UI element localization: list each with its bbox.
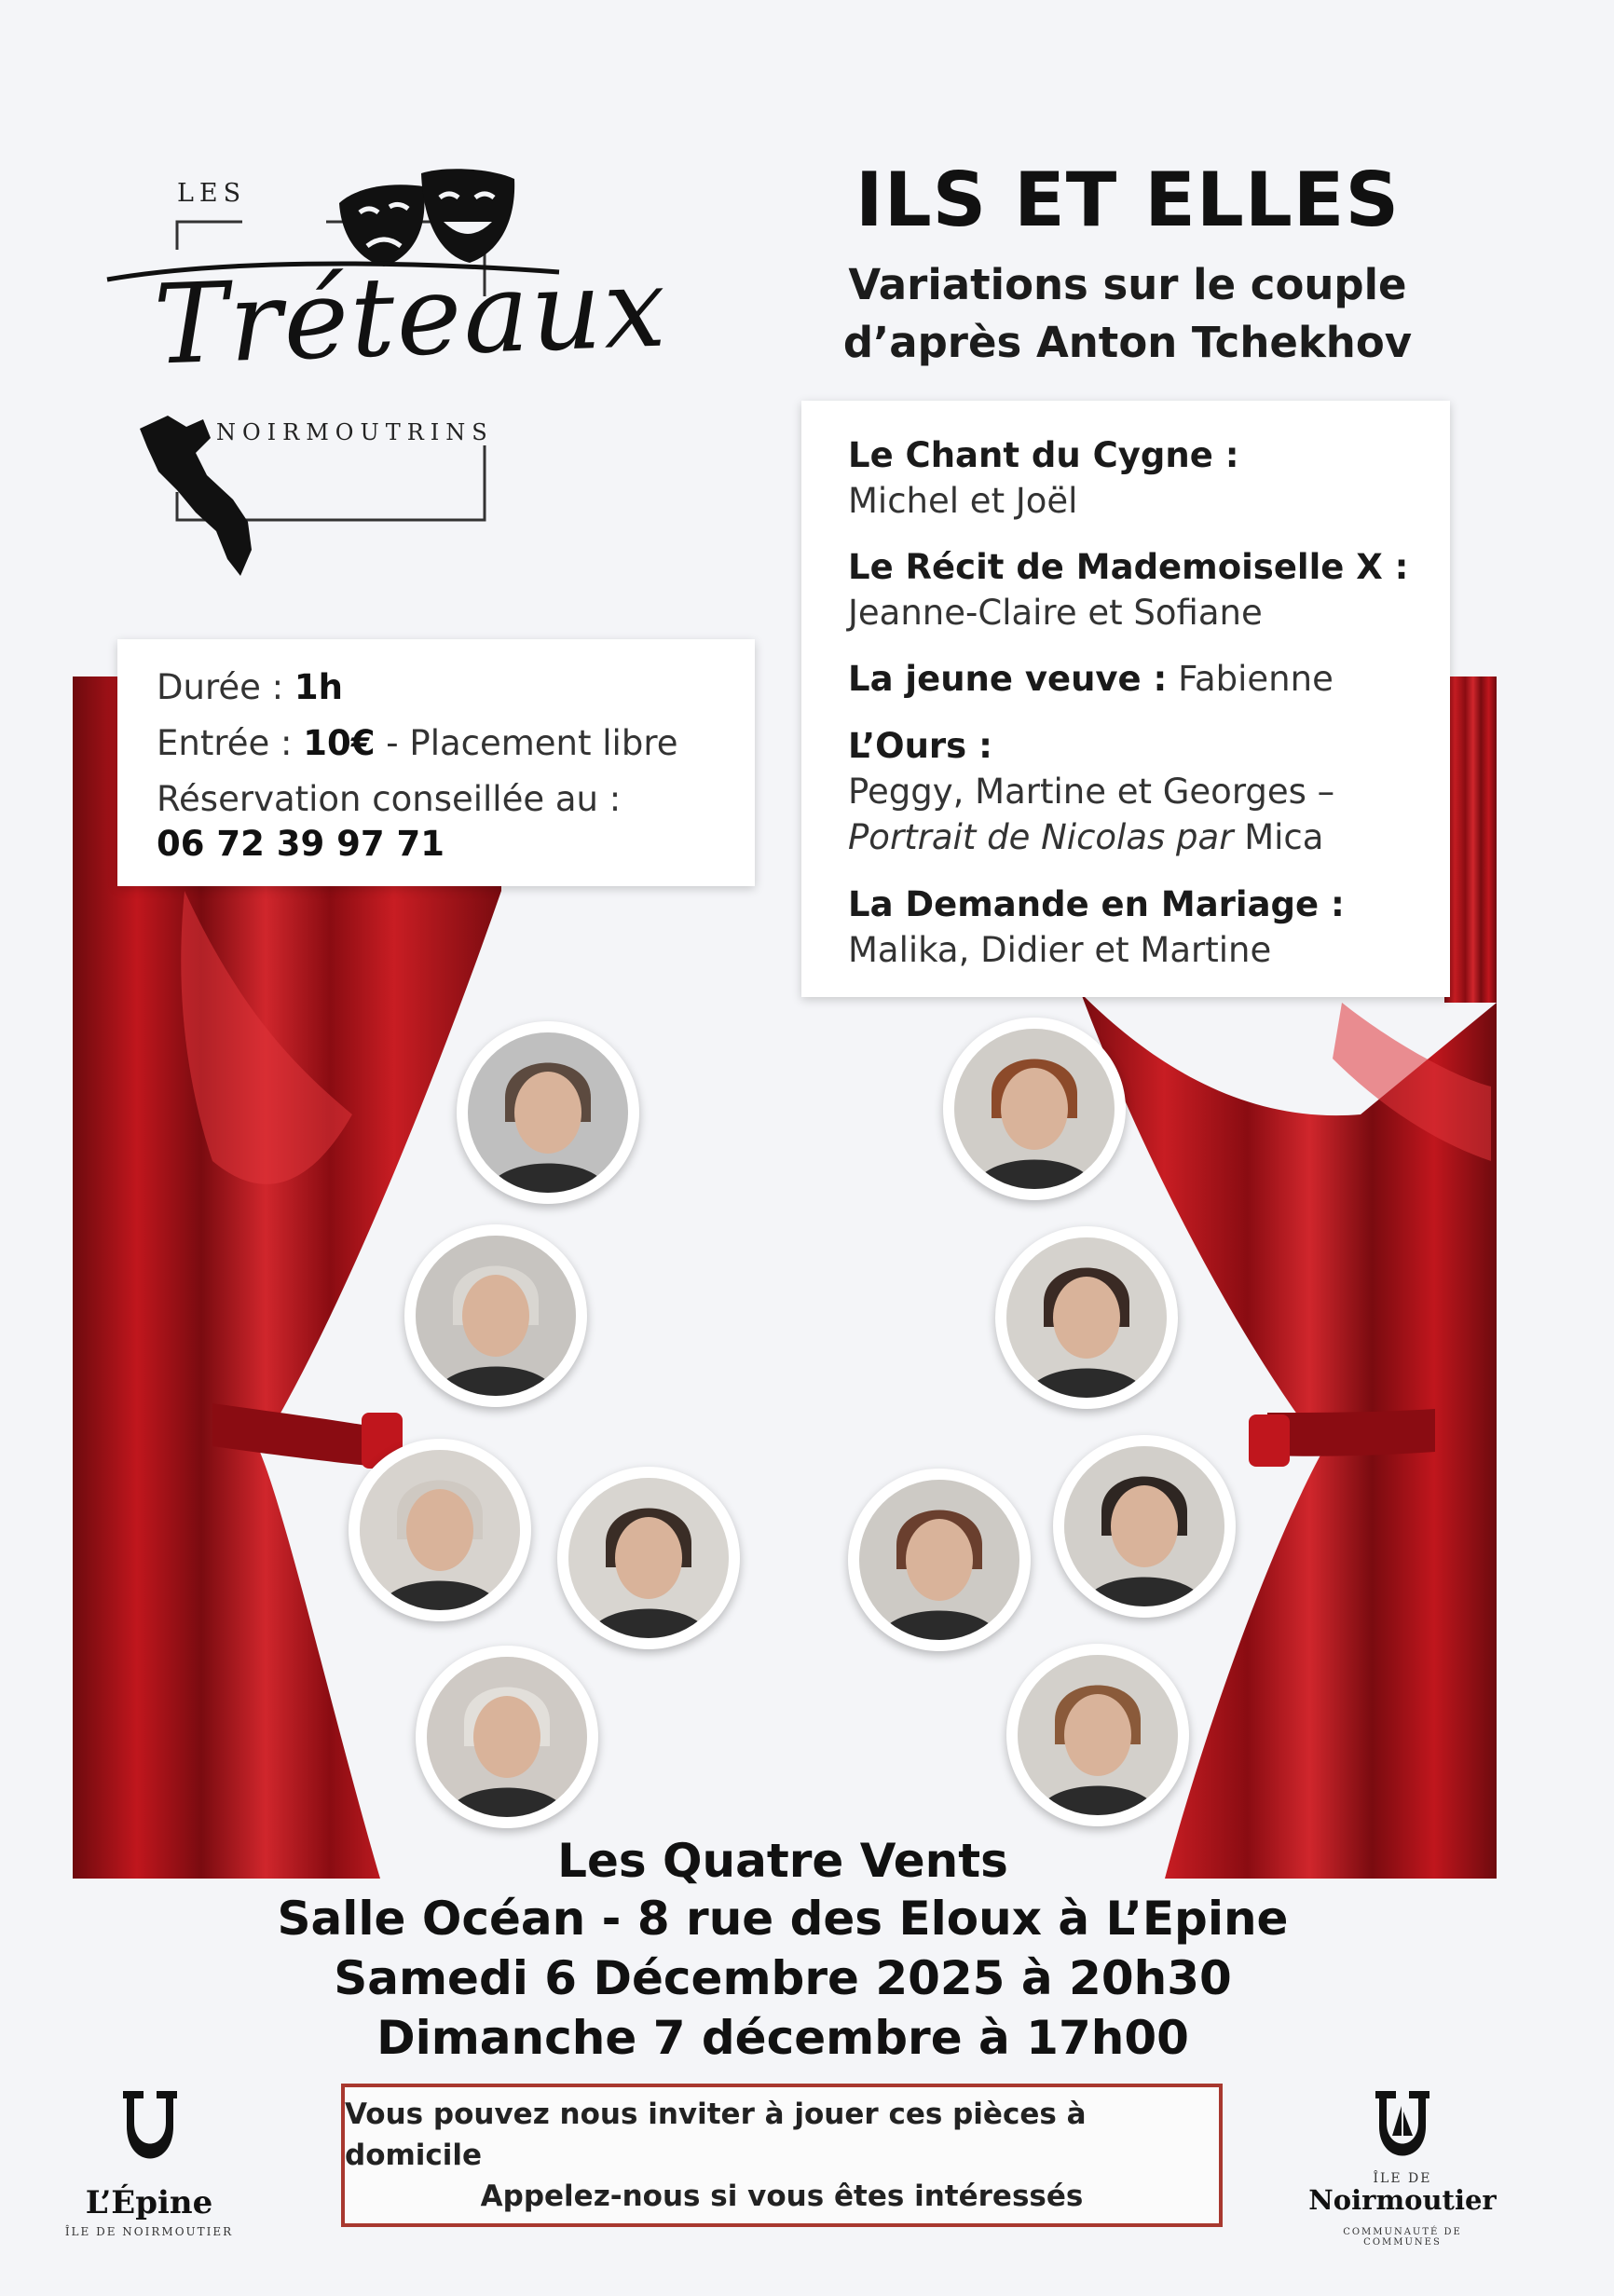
actor-portrait [404, 1224, 587, 1407]
portrait-photo [360, 1450, 520, 1610]
duration-label: Durée : [157, 667, 284, 707]
play-title: La jeune veuve : [848, 659, 1168, 699]
actor-portrait [1006, 1644, 1189, 1826]
play-title: L’Ours : [848, 726, 992, 766]
venue-name: Les Quatre Vents [557, 1834, 1008, 1888]
cast-item-jeune-veuve [848, 656, 1426, 702]
lepine-subtitle: ÎLE DE NOIRMOUTIER [64, 2225, 234, 2238]
portrait-credit-artist: Mica [1244, 817, 1324, 857]
play-actors: Fabienne [1178, 659, 1334, 699]
noirmoutier-name: Noirmoutier [1308, 2184, 1497, 2216]
cast-item-demande-mariage [848, 882, 1426, 973]
lepine-emblem-icon [117, 2085, 183, 2184]
show-subtitle-line-2: d’après Anton Tchekhov [842, 318, 1413, 367]
actor-portrait [557, 1467, 740, 1649]
noirmoutier-logo [1305, 2085, 1500, 2253]
phone-number[interactable]: 06 72 39 97 71 [157, 824, 445, 864]
reservation-label: Réservation conseillée au : [157, 779, 622, 819]
actor-portrait [848, 1469, 1031, 1651]
cast-item-chant-du-cygne [848, 432, 1426, 524]
play-actors: Peggy, Martine et Georges – [848, 772, 1335, 812]
noirmoutier-prefix: ÎLE DE [1373, 2171, 1432, 2186]
portrait-photo [416, 1236, 576, 1396]
home-performance-box [341, 2084, 1223, 2227]
duration-line [157, 667, 343, 707]
noirmoutier-subtitle: COMMUNAUTÉ DE COMMUNES [1343, 2227, 1462, 2248]
date-sunday: Dimanche 7 décembre à 17h00 [376, 2011, 1189, 2065]
portrait-photo [1006, 1237, 1167, 1398]
actor-portrait [349, 1439, 531, 1621]
show-title: ILS ET ELLES [855, 157, 1401, 243]
noirmoutier-emblem-icon [1370, 2085, 1435, 2175]
logo-les: LES [177, 179, 247, 208]
portrait-photo [859, 1480, 1019, 1640]
play-title: Le Chant du Cygne : [848, 435, 1239, 475]
invite-line-2: Appelez-nous si vous êtes intéressés [480, 2180, 1084, 2213]
play-actors: Malika, Didier et Martine [848, 930, 1272, 970]
cast-panel [801, 401, 1450, 997]
logo-subtitle: NOIRMOUTRINS [216, 419, 494, 445]
lepine-logo [56, 2085, 242, 2253]
actor-portrait [943, 1018, 1126, 1200]
play-title: Le Récit de Mademoiselle X : [848, 547, 1409, 587]
cast-item-ours [848, 723, 1426, 860]
portrait-photo [427, 1657, 587, 1817]
entry-price: 10€ [303, 723, 376, 763]
portrait-photo [954, 1029, 1115, 1189]
portrait-photo [468, 1032, 628, 1193]
actor-portrait [416, 1646, 598, 1828]
cast-item-recit-mademoiselle-x [848, 544, 1426, 636]
play-actors: Michel et Joël [848, 481, 1078, 521]
actor-portrait [995, 1226, 1178, 1409]
play-title: La Demande en Mariage : [848, 884, 1345, 924]
portrait-credit [848, 814, 1426, 860]
play-actors: Jeanne-Claire et Sofiane [848, 593, 1263, 633]
show-subtitle [801, 256, 1454, 372]
lepine-name: L’Épine [85, 2184, 213, 2221]
entry-label: Entrée : [157, 723, 293, 763]
logo-underline-stroke [103, 252, 568, 308]
show-subtitle-line-1: Variations sur le couple [848, 260, 1407, 309]
actor-portrait [457, 1021, 639, 1204]
portrait-photo [1064, 1446, 1224, 1606]
duration-value: 1h [294, 667, 343, 707]
reservation-phone[interactable] [157, 824, 445, 864]
practical-info-panel [117, 639, 755, 886]
date-saturday: Samedi 6 Décembre 2025 à 20h30 [334, 1951, 1232, 2005]
logo-script-title: Tréteaux [151, 242, 670, 390]
portrait-photo [1018, 1655, 1178, 1815]
portrait-credit-italic: Portrait de Nicolas par [848, 817, 1234, 857]
entry-line [157, 723, 677, 763]
portrait-photo [568, 1478, 729, 1638]
entry-note: - Placement libre [386, 723, 678, 763]
venue-address: Salle Océan - 8 rue des Eloux à L’Epine [277, 1892, 1289, 1946]
island-map-icon [130, 410, 270, 578]
actor-portrait [1053, 1435, 1236, 1618]
invite-line-1: Vous pouvez nous inviter à jouer ces pièces à domicile [345, 2098, 1087, 2172]
